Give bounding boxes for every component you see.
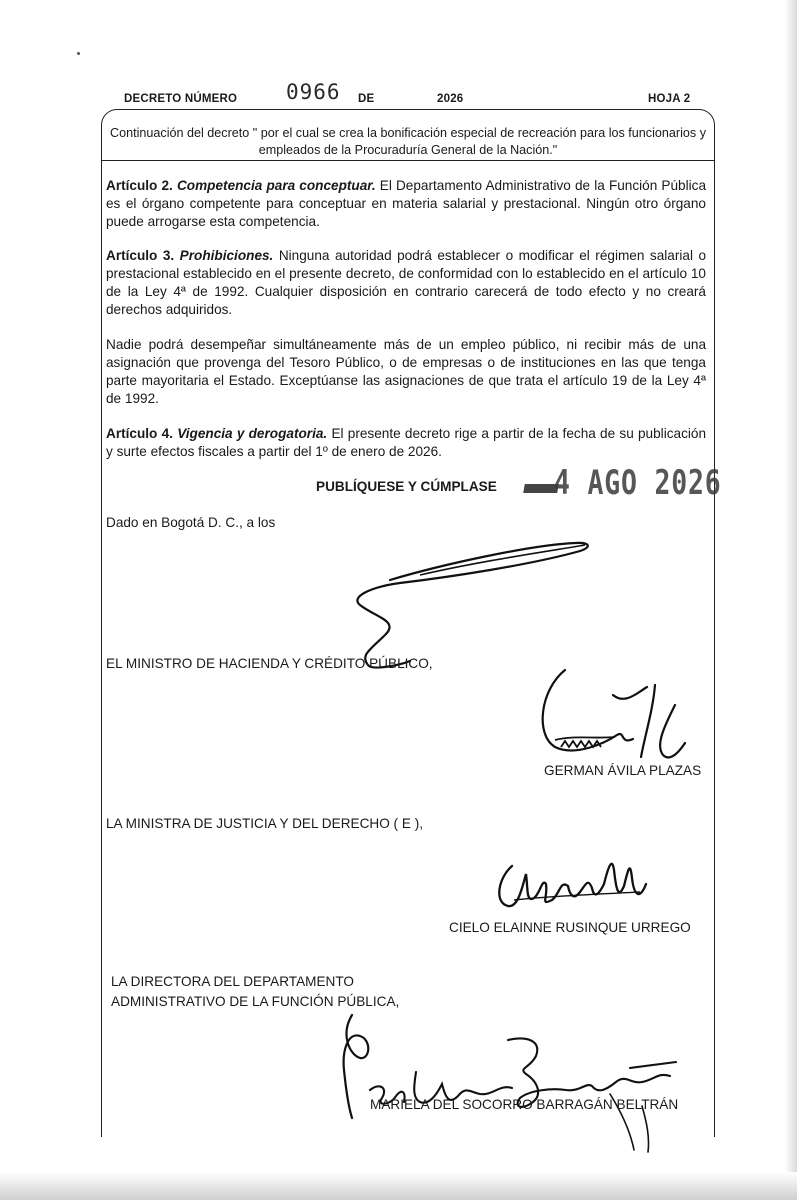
article-text: Ninguna autoridad podrá establecer o modificar el régimen salarial o prestacional establecido en el presente decreto, de conformidad con lo establecido en el artículo 10 de la Ley 4ª de 1992. Cualquier disposición en contrario carecerá de todo efecto y no creará derechos adquiridos. (106, 248, 707, 317)
article-title: Prohibiciones. (179, 248, 274, 263)
signature-funcion-publica (330, 1010, 710, 1160)
signature-justicia (490, 848, 660, 918)
signer-name: GERMAN ÁVILA PLAZAS (544, 763, 702, 778)
article-number: Artículo 4. (106, 426, 173, 441)
decree-year: 2026 (437, 93, 464, 105)
article-title: Competencia para conceptuar. (176, 178, 376, 193)
signer-role-line-2: ADMINISTRATIVO DE LA FUNCIÓN PÚBLICA, (111, 994, 400, 1009)
continuation-heading: Continuación del decreto " por el cual se crea la bonificación especial de recreación para los funcionarios y empleados de la Procuraduría General de la Nación." (109, 126, 707, 157)
article-2 (106, 177, 706, 231)
signature-hacienda (525, 665, 695, 765)
article-number: Artículo 3. (106, 248, 175, 263)
continuation-divider (102, 160, 714, 161)
decree-header (0, 80, 797, 109)
scan-speck (77, 52, 80, 55)
signer-role: EL MINISTRO DE HACIENDA Y CRÉDITO PÚBLICO, (106, 656, 433, 671)
article-3 (106, 247, 706, 319)
decree-de-label: DE (358, 93, 375, 105)
sheet-number: HOJA 2 (648, 93, 691, 105)
article-title: Vigencia y derogatoria. (177, 426, 328, 441)
decree-number-label: DECRETO NÚMERO (124, 93, 238, 105)
article-number: Artículo 2. (106, 178, 173, 193)
date-stamp: 4 AGO 2026 (554, 463, 722, 503)
decree-number: 0966 (286, 80, 341, 104)
signer-name: MARIELA DEL SOCORRO BARRAGÁN BELTRÁN (370, 1097, 679, 1112)
article-4 (106, 425, 706, 461)
signer-name: CIELO ELAINNE RUSINQUE URREGO (449, 920, 691, 935)
place-date-line: Dado en Bogotá D. C., a los (106, 515, 276, 530)
page-edge-shadow (785, 0, 797, 1200)
signer-role-line-1: LA DIRECTORA DEL DEPARTAMENTO (111, 974, 354, 989)
article-text: El presente decreto rige a partir de la fecha de su publicación y surte efectos fiscales a partir del 1º de enero de 2026. (106, 426, 707, 459)
article-text: El Departamento Administrativo de la Función Pública es el órgano competente para conceptuar en materia salarial y prestacional. Ningún otro órgano puede arrogarse esta competencia. (106, 178, 707, 229)
article-text: Nadie podrá desempeñar simultáneamente más de un empleo público, ni recibir más de una asignación que provenga del Tesoro Público, o de empresas o de instituciones en las que tenga parte mayoritaria el Estado. Exceptúanse las asignaciones de que trata el artículo 19 de la Ley 4ª de 1992. (106, 337, 706, 406)
publiquese-heading: PUBLÍQUESE Y CÚMPLASE (316, 479, 497, 494)
page-bottom-shadow (0, 1172, 797, 1200)
article-3-paragraph (106, 336, 706, 408)
signer-role: LA MINISTRA DE JUSTICIA Y DEL DERECHO ( E ), (106, 816, 424, 831)
presidential-signature (330, 525, 630, 665)
